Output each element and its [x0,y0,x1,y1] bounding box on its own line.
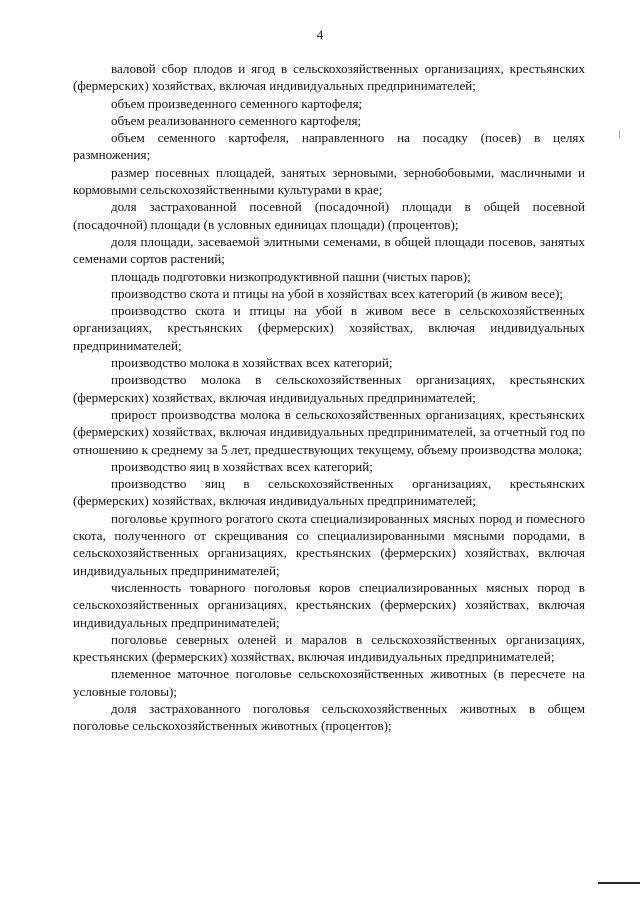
paragraph: численность товарного поголовья коров специализированных мясных пород в сельскохозяйственных организациях, крестьянских (фермерских) хозяйствах, включая индивидуальных предпринимателей; [73,579,585,630]
paragraph: доля площади, засеваемой элитными семенами, в общей площади посевов, занятых семенами сортов растений; [73,233,585,267]
page-number: 4 [316,27,324,42]
paragraph: поголовье северных оленей и маралов в сельскохозяйственных организациях, крестьянских (фермерских) хозяйствах, включая индивидуальных предпринимателей; [73,631,585,665]
paragraph: производство скота и птицы на убой в хозяйствах всех категорий (в живом весе); [111,285,563,301]
paragraph: производство яиц в сельскохозяйственных организациях, крестьянских (фермерских) хозяйствах, включая индивидуальных предпринимателей; [73,476,585,509]
margin-mark [619,130,623,138]
paragraph: производство яиц в хозяйствах всех категорий; [111,458,373,474]
paragraph: размер посевных площадей, занятых зерновыми, зернобобовыми, масличными и кормовыми сельскохозяйственными культурами в крае; [73,164,585,198]
paragraph: племенное маточное поголовье сельскохозяйственных животных (в пересчете на условные головы); [73,666,585,699]
paragraph: прирост производства молока в сельскохозяйственных организациях, крестьянских (фермерских) хозяйствах, включая индивидуальных предпринимателей, за отчетный год по отношению к среднему за 5 лет, предшествующих текущему, объему производства молока; [73,406,585,457]
paragraph: производство молока в хозяйствах всех категорий; [111,355,393,371]
paragraph: доля застрахованной посевной (посадочной) площади в общей посевной (посадочной) площади (в условных единицах площади) (процентов); [73,199,585,232]
paragraph: валовой сбор плодов и ягод в сельскохозяйственных организациях, крестьянских (фермерских) хозяйствах, включая индивидуальных предпринимателей; [73,61,585,94]
document-body [73,60,585,735]
paragraph: объем произведенного семенного картофеля; [111,95,363,111]
paragraph: площадь подготовки низкопродуктивной пашни (чистых паров); [111,268,471,284]
paragraph: объем реализованного семенного картофеля; [111,112,362,128]
bottom-edge-line [598,882,640,884]
paragraph: доля застрахованного поголовья сельскохозяйственных животных в общем поголовье сельскохозяйственных животных (процентов); [73,700,585,734]
paragraph: производство скота и птицы на убой в живом весе в сельскохозяйственных организациях, крестьянских (фермерских) хозяйствах, включая индивидуальных предпринимателей; [73,303,585,353]
paragraph: поголовье крупного рогатого скота специализированных мясных пород и помесного скота, полученного от скрещивания со специализированными мясными породами, в сельскохозяйственных организациях, крестьянских (фермерских) хозяйствах, включая индивидуальных предпринимателей; [73,510,585,578]
paragraph: производство молока в сельскохозяйственных организациях, крестьянских (фермерских) хозяйствах, включая индивидуальных предпринимателей; [73,372,585,405]
paragraph: объем семенного картофеля, направленного на посадку (посев) в целях размножения; [73,130,585,163]
